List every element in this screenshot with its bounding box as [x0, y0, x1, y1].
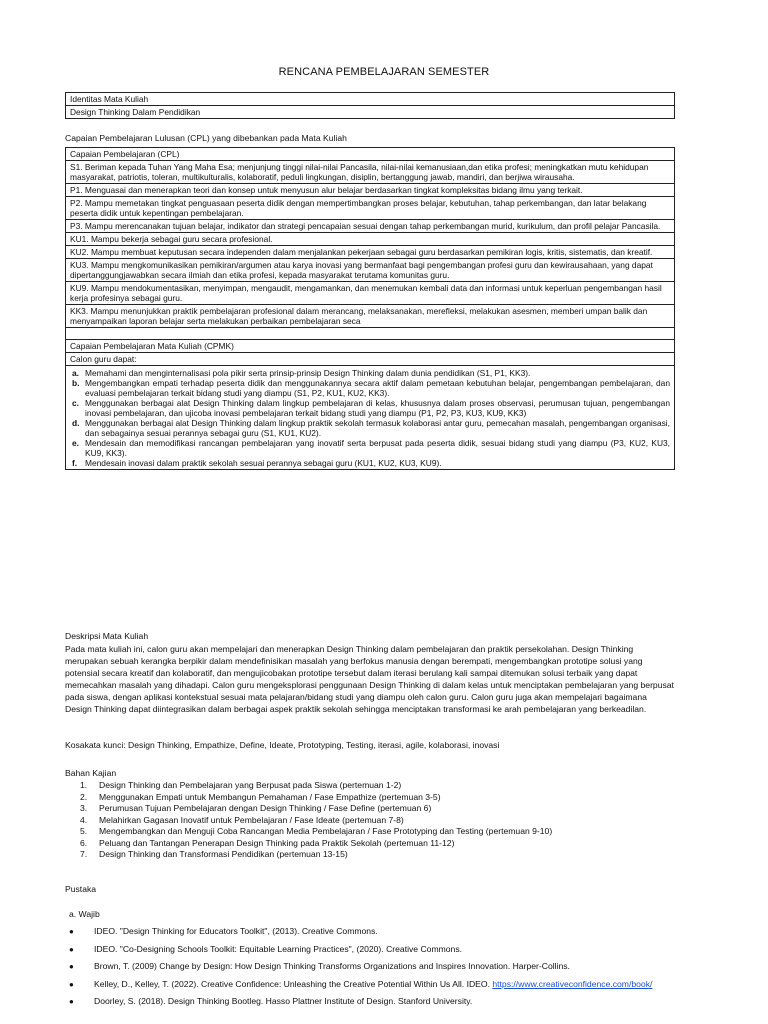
cpmk-letter: a.	[72, 368, 79, 378]
list-number: 1.	[80, 780, 88, 790]
list-item	[80, 849, 680, 861]
list-text: Mengembangkan dan Menguji Coba Rancangan Media Pembelajaran / Fase Prototyping dan Testing (pertemuan 9-10)	[99, 826, 553, 836]
cpl-row-p1: P1. Menguasai dan menerapkan teori dan konsep untuk menyusun alur belajar berdasarkan tingkat kompleksitas bidang ilmu yang terkait.	[66, 184, 674, 197]
bullet-icon: ●	[69, 979, 74, 989]
list-text: Menggunakan Empati untuk Membangun Pemahaman / Fase Empathize (pertemuan 3-5)	[99, 791, 441, 802]
cpmk-item	[70, 378, 670, 398]
cpl-table	[65, 147, 675, 470]
cpmk-letter: d.	[72, 418, 80, 428]
course-name: Design Thinking Dalam Pendidikan	[70, 107, 201, 117]
cpmk-text: Mengembangkan empati terhadap peserta didik dan menggunakannya secara aktif dalam pemetaan kebutuhan belajar, pengembangan pembelajaran, dan evaluasi pembelajaran terkait bidang studi yang diampu (S1, P2, KU1, KU2, KK3).	[85, 378, 670, 398]
list-item	[80, 815, 680, 827]
list-item	[80, 803, 680, 815]
list-text: Melahirkan Gagasan Inovatif untuk Pembelajaran / Fase Ideate (pertemuan 7-8)	[99, 814, 404, 825]
list-text: Peluang dan Tantangan Penerapan Design Thinking pada Praktik Sekolah (pertemuan 11-12)	[99, 837, 455, 848]
reference-item	[65, 961, 705, 972]
cpl-intro: Capaian Pembelajaran Lulusan (CPL) yang dibebankan pada Mata Kuliah	[65, 133, 347, 143]
bahan-kajian-list	[80, 780, 680, 861]
cpl-row-ku1: KU1. Mampu bekerja sebagai guru secara profesional.	[66, 233, 674, 246]
cpmk-item	[70, 418, 670, 438]
cpl-row-kk3: KK3. Mampu menunjukkan praktik pembelajaran profesional dalam merancang, melaksanakan, merefleksi, melakukan asesmen, memberi umpan balik dan menyampaikan laporan belajar serta melakukan perbaikan pembelajaran seca	[66, 305, 674, 328]
cpmk-item	[70, 398, 670, 418]
list-text: Perumusan Tujuan Pembelajaran dengan Design Thinking / Fase Define (pertemuan 6)	[99, 803, 432, 813]
reference-item	[65, 979, 705, 990]
bullet-icon: ●	[69, 927, 74, 936]
cpmk-text: Menggunakan berbagai alat Design Thinking dalam lingkup praktik sekolah termasuk kolaborasi antar guru, pemecahan masalah, pengembangan organisasi, dan sebagainya sesuai perannya sebagai guru (S1, KU1, KU2).	[85, 418, 670, 438]
cpmk-text: Mendesain inovasi dalam praktik sekolah sesuai perannya sebagai guru (KU1, KU2, KU3, KU9).	[85, 458, 442, 468]
cpmk-text: Menggunakan berbagai alat Design Thinking dalam lingkup pembelajaran di kelas, khususnya dalam proses observasi, perumusan tujuan, pengembangan inovasi pembelajaran, dan ujicoba inovasi pembelajaran terkait bidang studi yang diampu (P1, P2, P3, KU3, KU9, KK3)	[85, 398, 670, 418]
reference-text: IDEO. "Design Thinking for Educators Toolkit", (2013). Creative Commons.	[94, 926, 378, 936]
reference-item	[65, 944, 705, 955]
list-number: 4.	[80, 814, 88, 825]
cpmk-item	[70, 458, 670, 468]
list-item	[80, 826, 680, 838]
cpmk-intro: Calon guru dapat:	[66, 353, 674, 366]
list-text: Design Thinking dan Pembelajaran yang Berpusat pada Siswa (pertemuan 1-2)	[99, 780, 402, 790]
pustaka-list	[65, 926, 705, 1014]
cpl-row-ku2: KU2. Mampu membuat keputusan secara independen dalam menjalankan pekerjaan sebagai guru berdasarkan pemikiran logis, kritis, sistematis, dan kreatif.	[66, 246, 674, 259]
reference-text: Brown, T. (2009) Change by Design: How Design Thinking Transforms Organizations and Inspires Innovation. Harper-Collins.	[94, 961, 570, 972]
bahan-kajian-heading: Bahan Kajian	[65, 768, 117, 778]
list-number: 3.	[80, 803, 88, 813]
list-item	[80, 838, 680, 850]
bullet-icon: ●	[69, 997, 74, 1007]
cpl-row-s1: S1. Beriman kepada Tuhan Yang Maha Esa; menjunjung tinggi nilai-nilai Pancasila, nilai-nilai kemanusiaan,dan etika profesi; meningkatkan mutu kehidupan masyarakat, patriotis, toleran, multikulturalis, kolaboratif, peduli lingkungan, disiplin, bertanggung jawab, mandiri, dan berjiwa wirausaha.	[66, 161, 674, 184]
identitas-table	[65, 92, 675, 119]
bullet-icon: ●	[69, 962, 74, 972]
deskripsi-text: Pada mata kuliah ini, calon guru akan mempelajari dan menerapkan Design Thinking dalam pembelajaran dan praktik persekolahan. Design Thinking merupakan sebuah kerangka berpikir dalam mendefinisikan masalah yang berfokus manusia dengan berempati, mengembangkan prototipe solusi yang potensial secara kreatif dan kolaboratif, dan mengujicobakan prototipe tersebut dalam iterasi berulang kali sampai ditemukan solusi terbaik yang dapat memecahkan masalah yang dihadapi. Calon guru mengeksplorasi penggunaan Design Thinking di dalam kelas untuk menciptakan pembelajaran yang berpusat pada siswa, dengan aplikasi kontekstual sesuai mata pelajaran/bidang studi yang diampu oleh calon guru. Calon guru juga akan mempelajari bagaimana Design Thinking dapat diintegrasikan dalam berbagai aspek praktik sekolah sehingga menciptakan transformasi ke arah pembelajaran yang berkeadilan.	[65, 644, 674, 714]
reference-text: Doorley, S. (2018). Design Thinking Bootleg. Hasso Plattner Institute of Design. Stanford University.	[94, 996, 473, 1007]
cpmk-item	[70, 368, 670, 378]
reference-text: Kelley, D., Kelley, T. (2022). Creative Confidence: Unleashing the Creative Potential Within Us All. IDEO.	[94, 978, 493, 989]
list-number: 2.	[80, 791, 88, 802]
cpmk-letter: c.	[72, 398, 79, 408]
reference-item	[65, 996, 705, 1007]
list-item	[80, 792, 680, 804]
cpl-row-ku3: KU3. Mampu mengkomunikasikan pemikiran/argumen atau karya inovasi yang bermanfaat bagi pengembangan profesi guru dan kewirausahaan, yang dapat dipertanggungjawabkan secara ilmiah dan etika profesi, kepada masyarakat terutama komunitas guru.	[66, 259, 674, 282]
identitas-header: Identitas Mata Kuliah	[66, 93, 674, 106]
deskripsi-heading: Deskripsi Mata Kuliah	[65, 631, 149, 641]
cpmk-list	[70, 368, 670, 468]
cpmk-item	[70, 438, 670, 458]
document-title: RENCANA PEMBELAJARAN SEMESTER	[278, 66, 490, 78]
cpl-row-ku9: KU9. Mampu mendokumentasikan, menyimpan, mengaudit, mengamankan, dan menemukan kembali data dan informasi untuk keperluan pengembangan hasil kerja profesinya sebagai guru.	[66, 282, 674, 305]
cpl-row-empty	[66, 328, 674, 340]
cpmk-letter: b.	[72, 378, 80, 388]
kosakata-kunci: Kosakata kunci: Design Thinking, Empathize, Define, Ideate, Prototyping, Testing, iterasi, agile, kolaborasi, inovasi	[65, 740, 500, 750]
cpl-table-header: Capaian Pembelajaran (CPL)	[66, 148, 674, 161]
cpmk-list-cell	[66, 366, 674, 469]
reference-link[interactable]: https://www.creativeconfidence.com/book/	[492, 978, 653, 989]
reference-text: IDEO. "Co-Designing Schools Toolkit: Equitable Learning Practices", (2020). Creative Commons.	[94, 943, 463, 954]
cpmk-header: Capaian Pembelajaran Mata Kuliah (CPMK)	[66, 340, 674, 353]
list-number: 7.	[80, 849, 88, 859]
bullet-icon: ●	[69, 944, 74, 954]
cpl-row-p3: P3. Mampu merencanakan tujuan belajar, indikator dan strategi pencapaian sesuai dengan tahap perkembangan murid, kurikulum, dan profil pelajar Pancasila.	[66, 220, 674, 233]
cpmk-text: Mendesain dan memodifikasi rancangan pembelajaran yang inovatif serta berpusat pada peserta didik, sesuai bidang studi yang diampu (P3, KU2, KU3, KU9, KK3).	[85, 438, 670, 458]
pustaka-wajib-label: a. Wajib	[69, 909, 100, 919]
reference-item	[65, 926, 705, 937]
cpmk-text: Memahami dan menginternalisasi pola pikir serta prinsip-prinsip Design Thinking dalam dunia pendidikan (S1, P1, KK3).	[85, 368, 531, 378]
pustaka-heading: Pustaka	[65, 884, 97, 894]
cpmk-letter: f.	[72, 458, 78, 468]
cpmk-letter: e.	[72, 438, 79, 448]
list-number: 6.	[80, 837, 88, 848]
list-item	[80, 780, 680, 792]
cpl-row-p2: P2. Mampu memetakan tingkat penguasaan peserta didik dengan mempertimbangkan proses belajar, kebutuhan, tahap perkembangan, dan latar belakang peserta didik untuk kepentingan pembelajaran.	[66, 197, 674, 220]
list-text: Design Thinking dan Transformasi Pendidikan (pertemuan 13-15)	[99, 849, 348, 859]
list-number: 5.	[80, 826, 88, 836]
